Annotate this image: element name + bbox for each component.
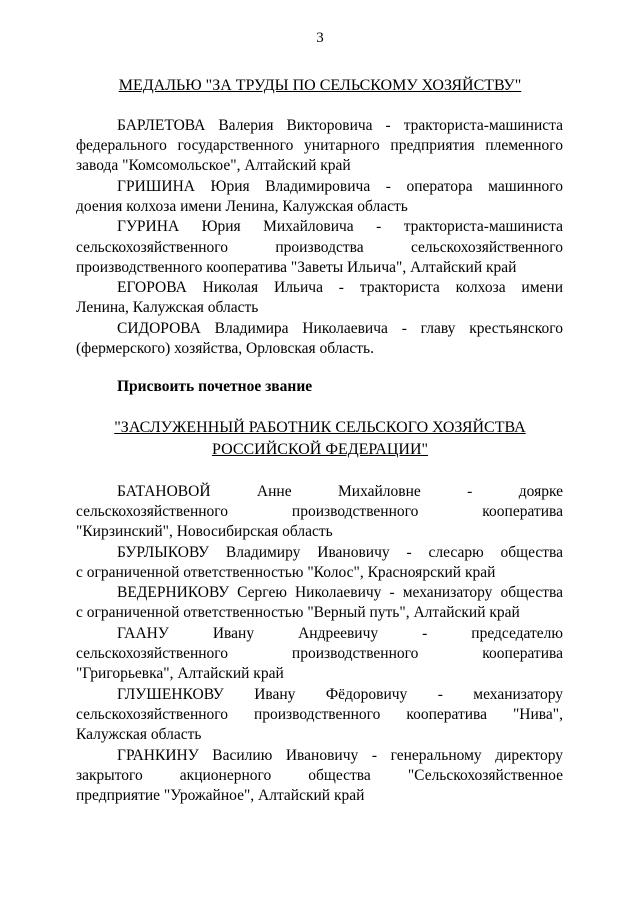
title-heading-line-2: РОССИЙСКОЙ ФЕДЕРАЦИИ" [211,441,429,458]
title-line: ВЕДЕРНИКОВУ Сергею Николаевичу - механизатору общества [117,584,563,601]
title-line: предприятие "Урожайное", Алтайский край [76,787,365,804]
title-line: БУРЛЫКОВУ Владимиру Ивановичу - слесарю общества [117,544,563,561]
title-line: с ограниченной ответственностью "Колос", Красноярский край [76,564,496,581]
title-line: БАТАНОВОЙ Анне Михайловне - доярке [117,483,563,500]
title-line: с ограниченной ответственностью "Верный путь", Алтайский край [76,604,520,621]
title-line: ГААНУ Ивану Андреевичу - председателю [117,625,563,642]
medal-line: федерального государственного унитарного предприятия племенного [76,137,563,154]
page-number: 3 [316,30,324,46]
title-line: ГЛУШЕНКОВУ Ивану Фёдоровичу - механизатору [117,686,563,703]
title-line: ГРАНКИНУ Василию Ивановичу - генеральному директору [117,747,563,764]
medal-line: доения колхоза имени Ленина, Калужская область [76,198,408,215]
title-heading-line-1: "ЗАСЛУЖЕННЫЙ РАБОТНИК СЕЛЬСКОГО ХОЗЯЙСТВА [114,419,526,436]
title-line: сельскохозяйственного производственного кооператива [76,503,563,520]
medal-line: (фермерского) хозяйства, Орловская область. [76,340,374,357]
title-line: "Кирзинский", Новосибирская область [76,523,333,540]
medal-line: производственного кооператива "Заветы Ильича", Алтайский край [76,259,517,276]
title-line: сельскохозяйственного производственного кооператива "Нива", [76,706,563,723]
medal-heading: МЕДАЛЬЮ "ЗА ТРУДЫ ПО СЕЛЬСКОМУ ХОЗЯЙСТВУ" [118,77,522,94]
medal-line: СИДОРОВА Владимира Николаевича - главу крестьянского [117,320,563,337]
title-line: закрытого акционерного общества "Сельскохозяйственное [76,767,563,784]
medal-line: ГУРИНА Юрия Михайловича - тракториста-машиниста [117,218,563,235]
medal-line: ГРИШИНА Юрия Владимировича - оператора машинного [117,178,563,195]
medal-line: Ленина, Калужская область [76,299,259,316]
title-line: "Григорьевка", Алтайский край [76,665,284,682]
medal-line: ЕГОРОВА Николая Ильича - тракториста колхоза имени [117,279,563,296]
title-line: Калужская область [76,726,202,743]
medal-line: БАРЛЕТОВА Валерия Викторовича - тракториста-машиниста [117,117,563,134]
medal-line: завода "Комсомольское", Алтайский край [76,157,351,174]
title-award-label: Присвоить почетное звание [117,378,313,395]
title-line: сельскохозяйственного производственного кооператива [76,645,563,662]
medal-line: сельскохозяйственного производства сельскохозяйственного [76,239,563,256]
